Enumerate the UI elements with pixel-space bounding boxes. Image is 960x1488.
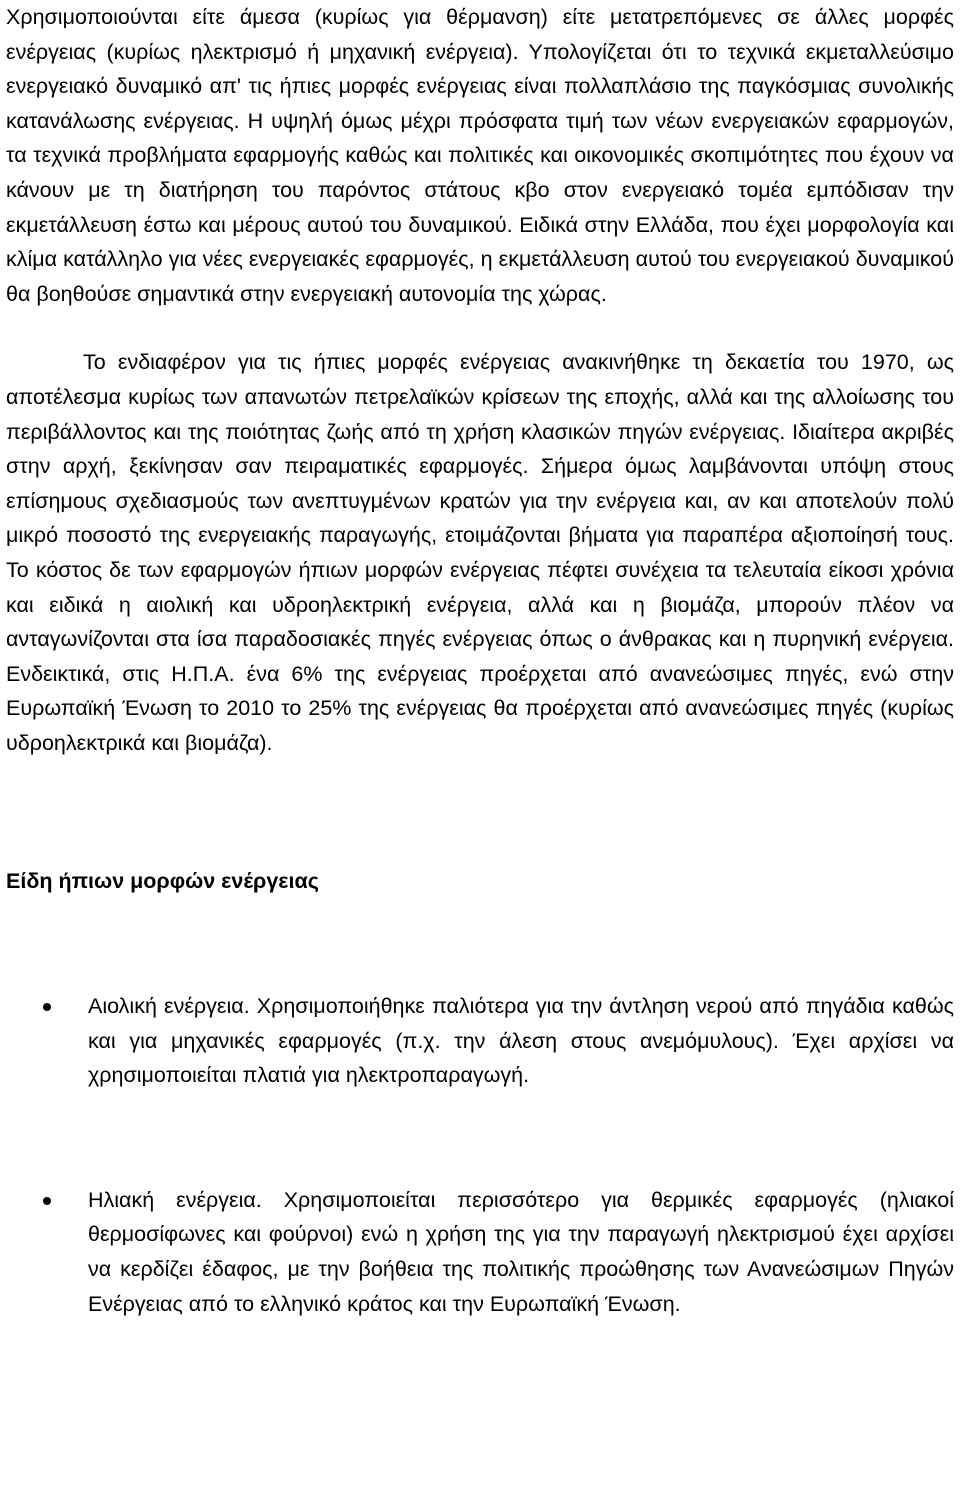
bullet-icon — [43, 1003, 51, 1011]
list-item — [6, 989, 954, 1093]
bullet-list — [6, 989, 954, 1321]
bullet-icon — [43, 1197, 51, 1205]
list-item — [6, 1183, 954, 1321]
paragraph-2: Το ενδιαφέρον για τις ήπιες μορφές ενέργειας ανακινήθηκε τη δεκαετία του 1970, ως αποτέλεσμα κυρίως των απανωτών πετρελαϊκών κρίσεων της εποχής, αλλά και της αλλοίωσης του περιβάλλοντος και της ποιότητας ζωής από τη χρήση κλασικών πηγών ενέργειας. Ιδιαίτερα ακριβές στην αρχή, ξεκίνησαν σαν πειραματικές εφαρμογές. Σήμερα όμως λαμβάνονται υπόψη στους επίσημους σχεδιασμούς των ανεπτυγμένων κρατών για την ενέργεια και, αν και αποτελούν πολύ μικρό ποσοστό της ενεργειακής παραγωγής, ετοιμάζονται βήματα για παραπέρα αξιοποίησή τους. Το κόστος δε των εφαρμογών ήπιων μορφών ενέργειας πέφτει συνέχεια τα τελευταία είκοσι χρόνια και ειδικά η αιολική και υδροηλεκτρική ενέργεια, αλλά και η βιομάζα, μπορούν πλέον να ανταγωνίζονται στα ίσα παραδοσιακές πηγές ενέργειας όπως ο άνθρακας και η πυρηνική ενέργεια. Ενδεικτικά, στις Η.Π.Α. ένα 6% της ενέργειας προέρχεται από ανανεώσιμες πηγές, ενώ στην Ευρωπαϊκή Ένωση το 2010 το 25% της ενέργειας θα προέρχεται από ανανεώσιμες πηγές (κυρίως υδροηλεκτρικά και βιομάζα). — [6, 350, 954, 755]
document-page — [6, 0, 954, 1321]
paragraph-1: Χρησιμοποιούνται είτε άμεσα (κυρίως για θέρμανση) είτε μετατρεπόμενες σε άλλες μορφές ενέργειας (κυρίως ηλεκτρισμό ή μηχανική ενέργεια). Υπολογίζεται ότι το τεχνικά εκμεταλλεύσιμο ενεργειακό δυναμικό απ' τις ήπιες μορφές ενέργειας είναι πολλαπλάσιο της παγκόσμιας συνολικής κατανάλωσης ενέργειας. Η υψηλή όμως μέχρι πρόσφατα τιμή των νέων ενεργειακών εφαρμογών, τα τεχνικά προβλήματα εφαρμογής καθώς και πολιτικές και οικονομικές σκοπιμότητες που έχουν να κάνουν με τη διατήρηση του παρόντος στάτους κβο στον ενεργειακό τομέα εμπόδισαν την εκμετάλλευση έστω και μέρους αυτού του δυναμικού. Ειδικά στην Ελλάδα, που έχει μορφολογία και κλίμα κατάλληλο για νέες ενεργειακές εφαρμογές, η εκμετάλλευση αυτού του ενεργειακού δυναμικού θα βοηθούσε σημαντικά στην ενεργειακή αυτονομία της χώρας. — [6, 5, 954, 306]
section-heading: Είδη ήπιων μορφών ενέργειας — [6, 869, 319, 894]
list-item-text: Αιολική ενέργεια. Χρησιμοποιήθηκε παλιότερα για την άντληση νερού από πηγάδια καθώς και για μηχανικές εφαρμογές (π.χ. την άλεση στους ανεμόμυλους). Έχει αρχίσει να χρησιμοποιείται πλατιά για ηλεκτροπαραγωγή. — [88, 994, 954, 1088]
list-item-text: Ηλιακή ενέργεια. Χρησιμοποιείται περισσότερο για θερμικές εφαρμογές (ηλιακοί θερμοσίφωνες και φούρνοι) ενώ η χρήση της για την παραγωγή ηλεκτρισμού έχει αρχίσει να κερδίζει έδαφος, με την βοήθεια της πολιτικής προώθησης των Ανανεώσιμων Πηγών Ενέργειας από το ελληνικό κράτος και την Ευρωπαϊκή Ένωση. — [88, 1187, 954, 1316]
